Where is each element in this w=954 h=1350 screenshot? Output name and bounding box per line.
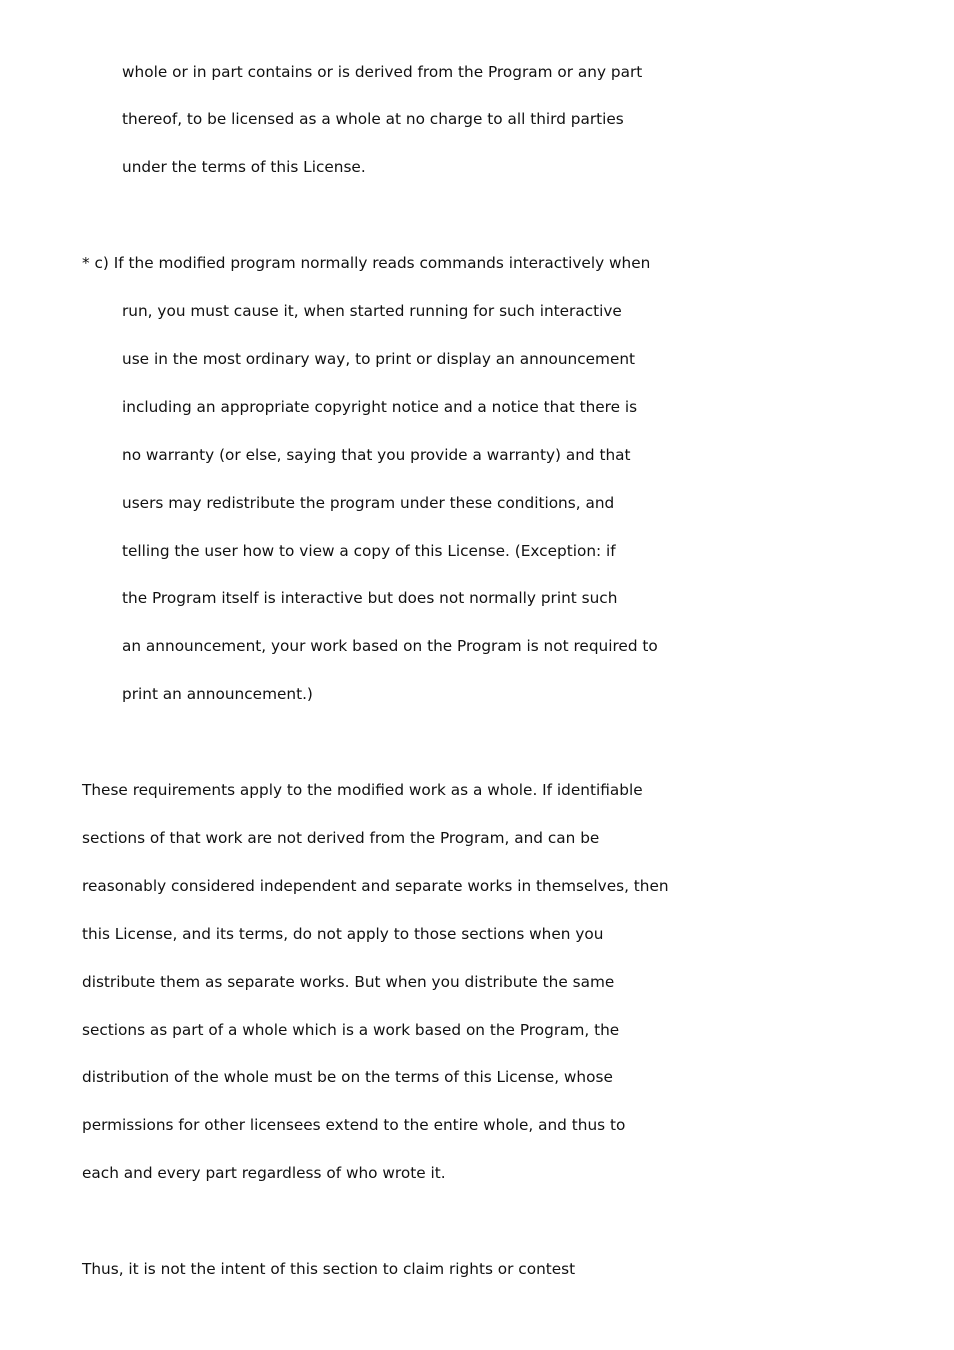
paragraph-line: sections of that work are not derived from the Program, and can be [82, 829, 600, 847]
paragraph-line: permissions for other licensees extend to the entire whole, and thus to [82, 1116, 626, 1134]
text-line: an announcement, your work based on the Program is not required to [122, 637, 658, 655]
paragraph-line: Thus, it is not the intent of this section to claim rights or contest [82, 1260, 576, 1278]
list-item-c-line: * c) If the modified program normally reads commands interactively when [82, 254, 651, 272]
text-line: thereof, to be licensed as a whole at no charge to all third parties [122, 110, 624, 128]
text-line: the Program itself is interactive but does not normally print such [122, 589, 618, 607]
paragraph-line: distribute them as separate works. But when you distribute the same [82, 973, 615, 991]
paragraph-line: distribution of the whole must be on the terms of this License, whose [82, 1068, 613, 1086]
paragraph-line: sections as part of a whole which is a work based on the Program, the [82, 1021, 620, 1039]
paragraph-line: These requirements apply to the modified work as a whole. If identifiable [82, 781, 643, 799]
text-line: whole or in part contains or is derived from the Program or any part [122, 63, 643, 81]
text-line: print an announcement.) [122, 685, 313, 703]
paragraph-line: reasonably considered independent and separate works in themselves, then [82, 877, 669, 895]
text-line: telling the user how to view a copy of this License. (Exception: if [122, 542, 616, 560]
text-line: run, you must cause it, when started running for such interactive [122, 302, 622, 320]
text-line: including an appropriate copyright notice and a notice that there is [122, 398, 638, 416]
text-line: no warranty (or else, saying that you provide a warranty) and that [122, 446, 631, 464]
paragraph-line: this License, and its terms, do not apply to those sections when you [82, 925, 604, 943]
text-line: users may redistribute the program under these conditions, and [122, 494, 615, 512]
text-line: use in the most ordinary way, to print or display an announcement [122, 350, 636, 368]
paragraph-line: each and every part regardless of who wrote it. [82, 1164, 446, 1182]
text-line: under the terms of this License. [122, 158, 366, 176]
